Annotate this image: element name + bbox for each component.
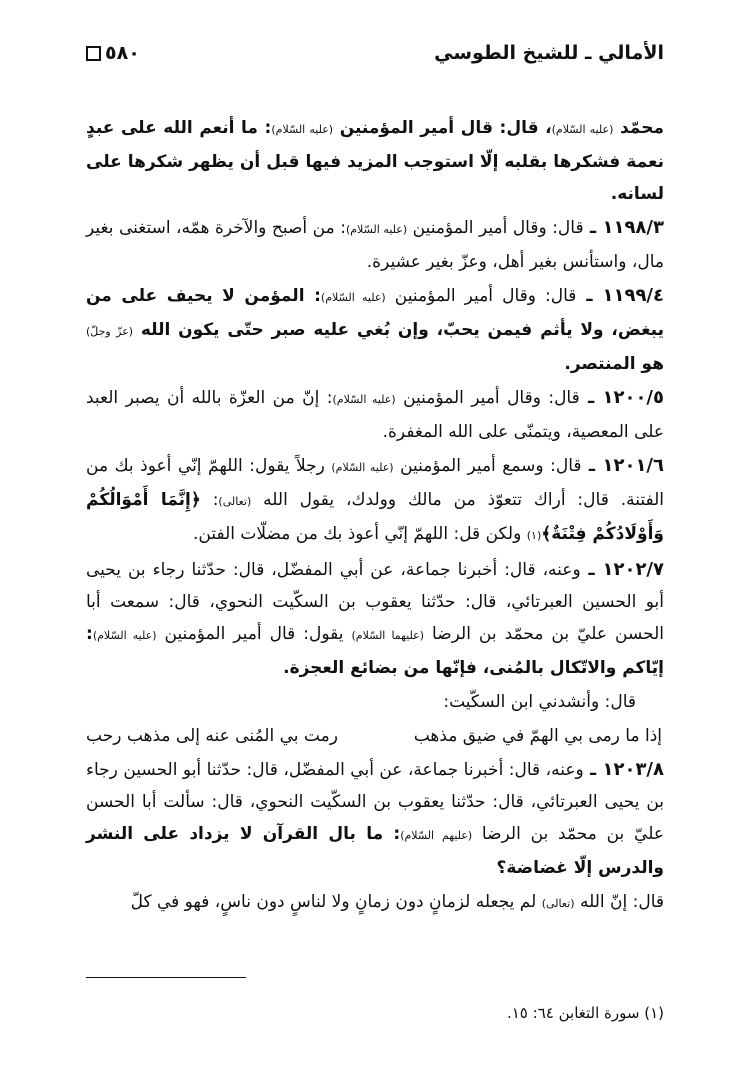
poem-verse bbox=[86, 720, 662, 752]
honorific-text: (عليه السّلام) bbox=[551, 123, 614, 136]
honorific-text: (عليهم السّلام) bbox=[400, 829, 473, 842]
paragraph-text: : ما أنعم الله على عبدٍ نعمة فشكرها بقلبه إلّا استوجب المزيد فيها قبل أن يظهر شكرها على لسانه. bbox=[86, 118, 664, 204]
honorific-text: (عليه السّلام) bbox=[271, 123, 334, 136]
paragraph-text: قال: وسمع أمير المؤمنين bbox=[393, 456, 582, 476]
paragraph-text: وعنه، قال: أخبرنا جماعة، عن أبي المفضّل، قال: حدّثنا أبو الحسين رجاء بن يحيى العبرتائي، قال: حدّثنا يعقوب بن السكّيت النحوي، قال: سألت أبا الحسن عليّ بن محمّد بن الرضا bbox=[86, 760, 664, 844]
paragraph-text: رجلاً يقول: اللهمّ إنّي أعوذ بك من الفتنة. قال: أراك تتعوّذ من مالك وولدك، يقول الله bbox=[86, 456, 664, 510]
honorific-text: (عليهما السّلام) bbox=[351, 629, 425, 642]
paragraph-text: هو المنتصر. bbox=[564, 354, 664, 374]
paragraph-text: محمّد bbox=[613, 118, 664, 138]
paragraph-text: يقول: قال أمير المؤمنين bbox=[156, 624, 352, 644]
paragraph bbox=[86, 686, 664, 718]
honorific-text: (عليه السّلام) bbox=[320, 291, 386, 304]
honorific-text: (عليه السّلام) bbox=[332, 393, 396, 406]
paragraph-text: قال: وقال أمير المؤمنين bbox=[407, 218, 584, 238]
paragraph-text: : ما بال القرآن لا يزداد على النشر والدرس إلّا غضاضة؟ bbox=[86, 824, 664, 878]
honorific-text: (تعالى) bbox=[541, 897, 575, 910]
honorific-text: (١) bbox=[526, 529, 542, 542]
paragraph-text: قال: إنّ الله bbox=[574, 892, 664, 912]
honorific-text: (عليه السّلام) bbox=[92, 629, 157, 642]
hadith-number: ١١٩٩/٤ ـ bbox=[576, 285, 664, 306]
paragraph-text: ﴿إِنَّمَا أَمْوَالُكُمْ وَأَوْلَادُكُمْ فِتْنَةٌ﴾ bbox=[86, 490, 664, 544]
paragraph-text: ، قال: قال أمير المؤمنين bbox=[333, 118, 552, 138]
paragraph bbox=[86, 112, 664, 210]
paragraph-text: وعنه، قال: أخبرنا جماعة، عن أبي المفضّل، قال: حدّثنا رجاء بن يحيى أبو الحسين العبرتائي، قال: حدّثنا يعقوب بن السكّيت النحوي، قال: سمعت أبا الحسن عليّ بن محمّد بن الرضا bbox=[86, 560, 664, 644]
paragraph bbox=[86, 554, 664, 684]
book-title: الأمالي ـ للشيخ الطوسي bbox=[434, 42, 664, 64]
paragraph-text: ولكن قل: اللهمّ إنّي أعوذ بك من مضلّات الفتن. bbox=[193, 524, 527, 544]
paragraph bbox=[86, 212, 664, 278]
honorific-text: (عليه السّلام) bbox=[345, 223, 408, 236]
honorific-text: (عليه السّلام) bbox=[331, 461, 394, 474]
paragraph bbox=[86, 450, 664, 552]
paragraph-group-2 bbox=[86, 754, 664, 920]
verse-second-hemistich: رمت بي المُنى عنه إلى مذهب رحب bbox=[86, 726, 338, 746]
hadith-number: ١١٩٨/٣ ـ bbox=[583, 217, 664, 238]
paragraph bbox=[86, 754, 664, 884]
paragraph-text: قال: وقال أمير المؤمنين bbox=[385, 286, 577, 306]
honorific-text: (عزّ وجلّ) bbox=[86, 325, 134, 338]
hadith-number: ١٢٠٣/٨ ـ bbox=[583, 759, 664, 780]
paragraph-text: قال: وقال أمير المؤمنين bbox=[395, 388, 580, 408]
page-number-block bbox=[86, 42, 140, 64]
paragraph-text: لم يجعله لزمانٍ دون زمانٍ ولا لناسٍ دون ناسٍ، فهو في كلّ bbox=[130, 892, 542, 912]
page-body bbox=[86, 112, 664, 922]
footnote: (١) سورة التغابن ٦٤: ١٥. bbox=[506, 1004, 664, 1022]
hadith-number: ١٢٠٢/٧ ـ bbox=[580, 559, 664, 580]
honorific-text: (تعالى) bbox=[218, 495, 252, 508]
paragraph bbox=[86, 382, 664, 448]
square-icon bbox=[86, 46, 101, 61]
paragraph-text: : bbox=[200, 490, 219, 510]
paragraph bbox=[86, 886, 664, 920]
paragraph-text: قال: وأنشدني ابن السكّيت: bbox=[443, 692, 636, 712]
footnote-divider bbox=[86, 977, 246, 978]
paragraph-text: : إنّ من العزّة بالله أن يصبر العبد على المعصية، ويتمنّى على الله المغفرة. bbox=[86, 388, 664, 442]
hadith-number: ١٢٠٠/٥ ـ bbox=[579, 387, 664, 408]
paragraph-group-1 bbox=[86, 112, 664, 718]
verse-first-hemistich: إذا ما رمى بي الهمّ في ضيق مذهب bbox=[413, 726, 662, 746]
hadith-number: ١٢٠١/٦ ـ bbox=[581, 455, 664, 476]
paragraph-text: : إيّاكم والاتّكال بالمُنى، فإنّها من بضائع العجزة. bbox=[86, 624, 664, 678]
page-header bbox=[86, 38, 664, 78]
paragraph-text: : من أصبح والآخرة همّه، استغنى بغير مال، واستأنس بغير أهل، وعزّ بغير عشيرة. bbox=[86, 218, 664, 272]
paragraph bbox=[86, 280, 664, 380]
paragraph-text: : المؤمن لا يحيف على من يبغض، ولا يأثم فيمن يحبّ، وإن بُغي عليه صبر حتّى يكون الله bbox=[86, 286, 664, 340]
page-number: ٥٨٠ bbox=[105, 42, 140, 64]
